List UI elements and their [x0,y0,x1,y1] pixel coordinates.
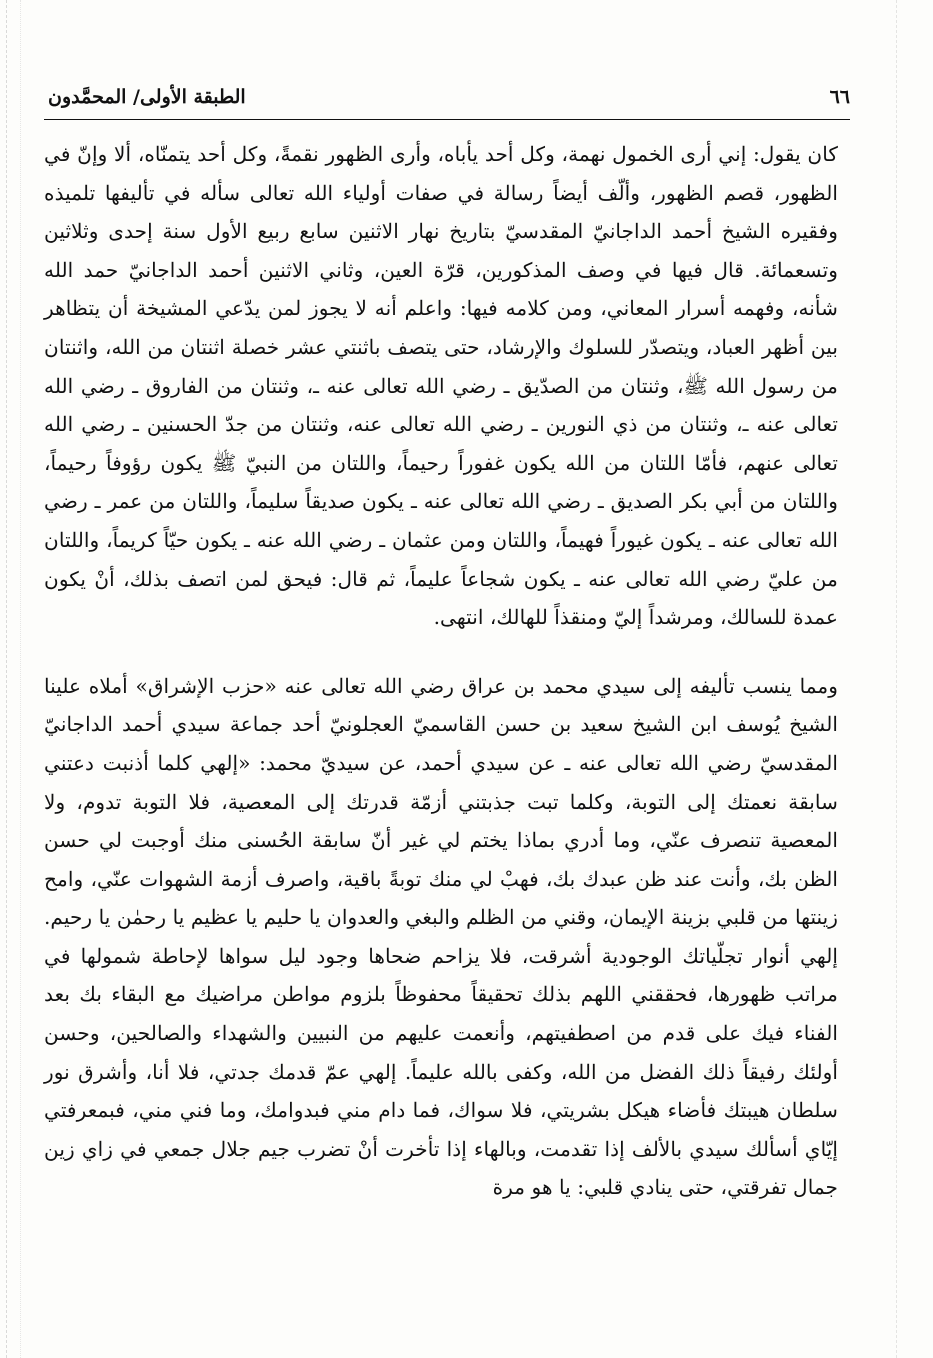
scan-margin-line [20,0,21,1358]
header-rule [44,119,850,120]
paragraph-1: كان يقول: إني أرى الخمول نهمة، وكل أحد يأباه، وأرى الظهور نقمةً، وكل أحد يتمنّاه، ألا وإنّ في الظهور، قصم الظهور، وألّف أيضاً رسالة في صفات أولياء الله تعالى سأله في تأليفها تلميذه وفقيره الشيخ أحمد الداجانيّ المقدسيّ بتاريخ نهار الاثنين سابع ربيع الأول سنة إحدى وثلاثين وتسعمائة. قال فيها في وصف المذكورين، قرّة العين، وثاني الاثنين أحمد الداجانيّ حمد الله شأنه، وفهمه أسرار المعاني، ومن كلامه فيها: واعلم أنه لا يجوز لمن يدّعي المشيخة أن يتظاهر بين أظهر العباد، ويتصدّر للسلوك والإرشاد، حتى يتصف باثنتي عشر خصلة اثنتان من الله، واثنتان من رسول الله ﷺ، وثنتان من الصدّيق ـ رضي الله تعالى عنه ـ، وثنتان من الفاروق ـ رضي الله تعالى عنه ـ، وثنتان من ذي النورين ـ رضي الله تعالى عنه، وثنتان من جدّ الحسنين ـ رضي الله تعالى عنهم، فأمّا اللتان من الله يكون غفوراً رحيماً، واللتان من النبيّ ﷺ يكون رؤوفاً رحيماً، واللتان من أبي بكر الصديق ـ رضي الله تعالى عنه ـ يكون صديقاً سليماً، واللتان من عمر ـ رضي الله تعالى عنه ـ يكون غيوراً فهيماً، واللتان ومن عثمان ـ رضي الله عنه ـ يكون حيّاً كريماً، واللتان من عليّ رضي الله تعالى عنه ـ يكون شجاعاً عليماً، ثم قال: فيحق لمن اتصف بذلك، أنْ يكون عمدة للسالك، ومرشداً إليّ ومنقذاً للهالك، انتهى. [44,142,838,630]
running-title: الطبقة الأولى/ المحمَّدون [48,86,246,108]
paragraph-2: ومما ينسب تأليفه إلى سيدي محمد بن عراق رضي الله تعالى عنه «حزب الإشراق» أملاه علينا الشيخ يُوسف ابن الشيخ سعيد بن حسن القاسميّ العجلونيّ أحد جماعة سيدي أحمد الداجانيّ المقدسيّ رضي الله تعالى عنه ـ عن سيدي أحمد، عن سيديّ محمد: «إلهي كلما أذنبت دعتني سابقة نعمتك إلى التوبة، وكلما تبت جذبتني أزمّة قدرتك إلى المعصية، فلا التوبة تدوم، ولا المعصية تنصرف عنّي، وما أدري بماذا يختم لي غير أنّ سابقة الحُسنى منك أوجبت لي حسن الظن بك، وأنت عند ظن عبدك بك، فهبْ لي منك توبةً باقية، واصرف أزمة الشهوات عنّي، وامح زينتها من قلبي بزينة الإيمان، وقني من الظلم والبغي والعدوان يا حليم يا عظيم يا رحمٰن يا رحيم. إلهي أنوار تجلّياتك الوجودية أشرقت، فلا يزاحم ضحاها وجود ليل سواها لإحاطة شمولها في مراتب ظهورها، فحققني اللهم بذلك تحقيقاً محفوظاً بلزوم مواطن مراضيك مع البقاء بك بعد الفناء فيك على قدم من اصطفيتهم، وأنعمت عليهم من النبيين والشهداء والصالحين، وحسن أولئك رفيقاً ذلك الفضل من الله، وكفى بالله عليماً. إلهي عمّ قدمك جدتي، فلا أنا، وأشرق نور سلطان هيبتك فأضاء هيكل بشريتي، فلا سواك، فما دام مني فبدوامك، وما فني مني، فبمعرفتي إيّاي أسألك سيدي بالألف إذا تقدمت، وبالهاء إذا تأخرت أنْ تضرب جيم جلال جمعي في زاي زين جمال تفرقتي، حتى ينادي قلبي: يا هو مرة [44,673,838,1200]
body-text [44,135,838,1207]
page-number: ٦٦ [829,86,850,108]
scan-margin-line [6,0,7,1358]
scan-margin-line [896,0,897,1358]
page-header [48,80,850,114]
